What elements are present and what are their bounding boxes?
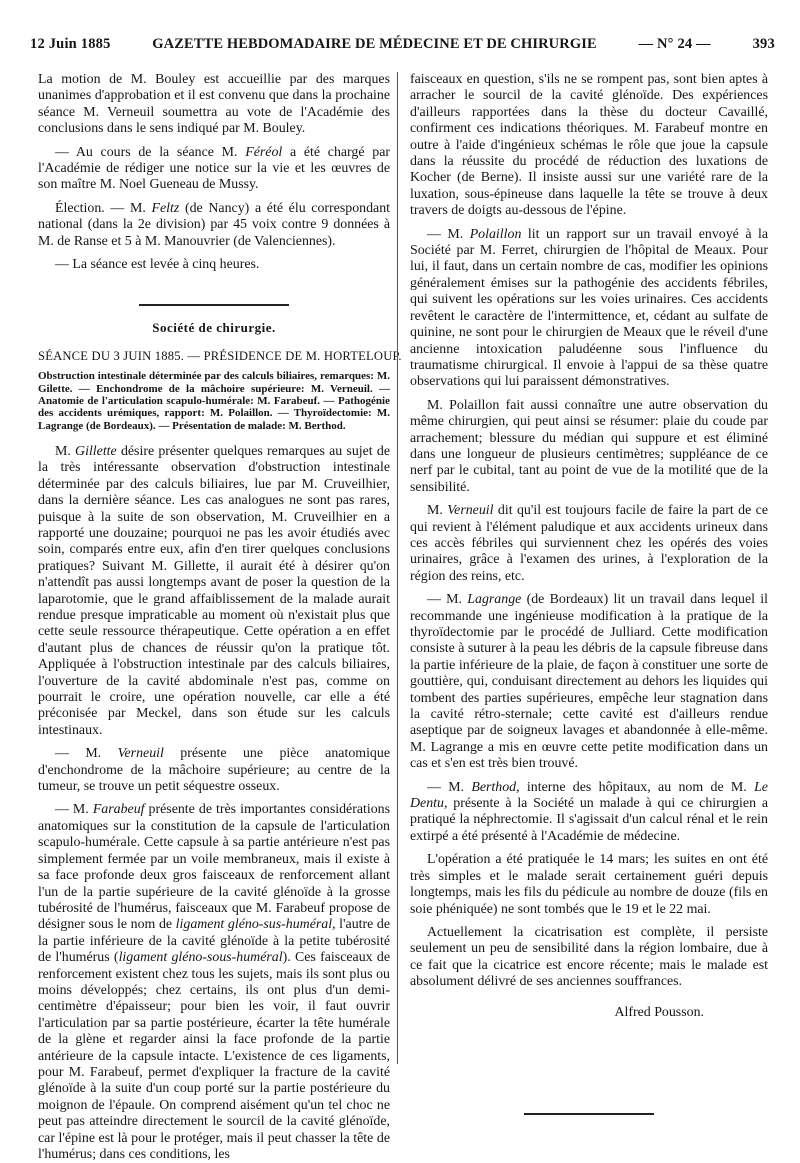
section-divider [139, 304, 289, 306]
paragraph-lagrange: — M. Lagrange (de Bordeaux) lit un travail dans lequel il recommande une ingénieuse modification à la pratique de la thyroïdectomie par le procédé de Julliard. Cette modification consiste à suturer à la peau les débris de la capsule fibreuse dans la partie inférieure de la plaie, de façon à constituer une sorte de gouttière, qui, conduisant directement au dehors les liquides qui tombent des parties supérieures, empêche leur stagnation dans la cavité rétro-sternale; cette cavité est d'ailleurs rendue aseptique par de soigneux lavages et abandonnée à elle-même. M. Lagrange a mis en œuvre cette petite modification dans un cas et s'en est très bien trouvé. [410, 592, 768, 772]
surgeon-name: Verneuil [117, 746, 164, 762]
paragraph-bouley-motion: La motion de M. Bouley est accueillie par des marques unanimes d'approbation et il est convenu que dans la prochaine séance M. Verneuil soumettra au vote de l'Académie des conclusions dans le sens indiqué par M. Bouley. [38, 72, 390, 137]
paragraph-gillette: M. Gillette désire présenter quelques remarques au sujet de la très intéressante observation d'obstruction intestinale déterminée par des calculs biliaires, lue par M. Cruveilhier, dans la dernière séance. Les cas analogues ne sont pas rares, puisque à la suite de son observation, M. Cruveilhier en a rapporté une douzaine; pourquoi ne pas les avoir étudiés avec soin, comparés entre eux, afin d'en tirer quelques conclusions pratiques? Suivant M. Gillette, il aurait été à désirer qu'on n'attendît pas aussi longtemps avant de poser la question de la laparotomie, que le grand affaiblissement de la malade aurait rendue presque impraticable au moment où n'existait plus que cette seule ressource thérapeutique. Cette opération a en effet d'autant plus de chances de réussir qu'on la pratique tôt. Appliquée à l'obstruction intestinale par des calculs biliaires, l'ouverture de la cavité abdominale n'est pas, comme on pourrait le croire, une opération nouvelle, car elle a été préconisée par Meckel, dans son étude sur les calculs intestinaux. [38, 443, 391, 738]
paragraph-election: Élection. — M. Feltz (de Nancy) a été élu correspondant national (dans la 2e division) par 45 voix contre 9 données à M. de Ranse et 5 à M. Manouvrier (de Valenciennes). [38, 200, 390, 249]
paragraph-farabeuf: — M. Farabeuf présente de très importantes considérations anatomiques sur la constitution de la capsule de l'articulation scapulo-humérale. Cette capsule à sa partie antérieure n'est pas simplement fermée par un voile membraneux, mais il existe à sa face profonde deux gros faisceaux de renforcement allant l'un de la partie supérieure de la cavité glénoïde à la grosse tubérosité de l'humérus, faisceaux que M. Farabeuf propose de désigner sous le nom de ligament gléno-sus-huméral, l'autre de la partie inférieure de la cavité glénoïde à la petite tubérosité de l'humérus (ligament gléno-sous-huméral). Ces faisceaux de renforcement existent chez tous les sujets, mais ils sont plus ou moins développés; chez certains, ils ont plus d'un demi-centimètre d'épaisseur; pour bien les voir, il faut ouvrir l'articulation par sa partie postérieure, écarter la tête humérale de la glène et regarder ainsi la face profonde de la partie antérieure de la capsule intacte. L'existence de ces ligaments, pour M. Farabeuf, permet d'expliquer la fracture de la cavité glénoïde à la suite d'un coup porté sur la partie postérieure du moignon de l'épaule. On comprend aisément qu'un tel choc ne peut pas atteindre directement le sourcil de la cavité glénoïde, car l'épine est là pour le protéger, mais il peut chasser la tête de l'humérus; dans ces conditions, les [38, 802, 391, 1163]
seance-heading: SÉANCE DU 3 JUIN 1885. — PRÉSIDENCE DE M. HORTELOUP. [38, 349, 402, 364]
header-date: 12 Juin 1885 [30, 36, 111, 52]
paragraph-fereol: — Au cours de la séance M. Féréol a été chargé par l'Académie de rédiger une notice sur la vie et les œuvres de son maître M. Noel Gueneau de Mussy. [38, 144, 390, 193]
surgeon-name: Gillette [75, 443, 117, 459]
ligament-term: ligament gléno-sus-huméral [175, 917, 333, 933]
surgeon-name: Le Dentu [410, 779, 768, 812]
paragraph-operation: L'opération a été pratiquée le 14 mars; les suites en ont été très simples et le malade serait certainement guéri depuis longtemps, mais les fils du pédicule au nombre de douze (fils en soie phéniquée) ne sont tombés que le 19 et le 22 mai. [410, 852, 768, 917]
right-column [410, 72, 768, 1115]
surgeon-name: Féréol [245, 144, 283, 160]
end-divider [524, 1113, 654, 1115]
paragraph-closing: — La séance est levée à cinq heures. [55, 257, 260, 273]
left-column [38, 72, 402, 1163]
surgeon-name: Feltz [151, 200, 180, 216]
paragraph-polaillon: — M. Polaillon lit un rapport sur un travail envoyé à la Société par M. Ferret, chirurgien de l'hôpital de Meaux. Pour lui, il faut, dans un certain nombre de cas, modifier les opinions généralement émises sur la pathogénie des accidents fébriles, qui suivent les opérations sur les voies urinaires. Ces accidents revêtent le caractère de l'intermittence, et, cédant au sulfate de quinine, ne sont pour le chirurgien de Meaux que le réveil d'une ancienne intoxication paludéenne sous l'influence du traumatisme chirurgical. Il envoie à l'appui de sa thèse quatre observations qui lui paraissent démonstratives. [410, 226, 768, 390]
page-number: 393 [752, 36, 775, 52]
author-signature: Alfred Pousson. [614, 1004, 704, 1020]
paragraph-farabeuf-continued: faisceaux en question, s'ils ne se rompent pas, sont bien aptes à arracher le sourcil de la cavité glénoïde. Des expériences d'ailleurs rapportées dans la thèse du docteur Cavaillé, confirment ces indications théoriques. M. Farabeuf montre en outre à l'aide d'ingénieux schémas le rôle que joue la capsule dans la réussite du procédé de réduction des luxations de Kocher (de Berne). Il insiste aussi sur une variété rare de la luxation, sous-épineuse dans laquelle la tête se trouve à deux travers de doigts au-dessous de l'épine. [410, 72, 768, 219]
surgeon-name: Verneuil [447, 503, 494, 519]
surgeon-name: Farabeuf [92, 802, 145, 818]
paragraph-cicatrisation: Actuellement la cicatrisation est complète, il persiste seulement un peu de sensibilité dans la région lombaire, due à ce fait que la cicatrice est encore récente; mais le malade est absolument délivré de ses anciennes souffrances. [410, 924, 768, 990]
ligament-term: ligament gléno-sous-huméral [118, 950, 283, 966]
issue-number: — N° 24 — [638, 36, 711, 52]
session-summary: Obstruction intestinale déterminée par des calculs biliaires, remarques: M. Gilette. — Enchondrome de la mâchoire supérieure: M. Verneuil. — Anatomie de l'articulation scapulo-humérale: M. Farabeuf. — Pathogénie des accidents urémiques, rapport: M. Polaillon. — Thyroïdectomie: M. Lagrange (de Bordeaux). — Présentation de malade: M. Berthod. [38, 370, 390, 432]
journal-title: GAZETTE HEBDOMADAIRE DE MÉDECINE ET DE CHIRURGIE [152, 36, 597, 52]
surgeon-name: Lagrange [467, 592, 522, 608]
paragraph-berthod: — M. Berthod, interne des hôpitaux, au nom de M. Le Dentu, présente à la Société un malade à qui ce chirurgien a pratiqué la néphrectomie. Il s'agissait d'un calcul rénal et le rein extirpé a été présenté à l'Académie de médecine. [410, 779, 768, 844]
surgeon-name: Polaillon [469, 226, 522, 242]
paragraph-verneuil: — M. Verneuil présente une pièce anatomique d'enchondrome de la mâchoire supérieure; au centre de la tumeur, se trouve un petit séquestre osseux. [38, 746, 390, 795]
column-divider [397, 72, 398, 1064]
section-title: Société de chirurgie. [152, 320, 276, 336]
paragraph-polaillon-observation: M. Polaillon fait aussi connaître une autre observation du même chirurgien, qui peut ainsi se résumer: plaie du coude par arrachement; blessure du médian qui suppure et est éliminé dans une longueur de plusieurs centimètres; suppléance de ce nerf par le cubital, tant au point de vue de la motilité que de la sensibilité. [410, 397, 768, 495]
paragraph-verneuil-reply: M. Verneuil dit qu'il est toujours facile de faire la part de ce qui revient à l'élément paludique et aux accidents urineux dans ces accès fébriles qui surviennent chez les opérés des voies urinaires, grâce à l'examen des urines, à l'exploration de la région des reins, etc. [410, 503, 769, 584]
page-header [30, 36, 775, 53]
surgeon-name: Berthod [471, 779, 517, 795]
